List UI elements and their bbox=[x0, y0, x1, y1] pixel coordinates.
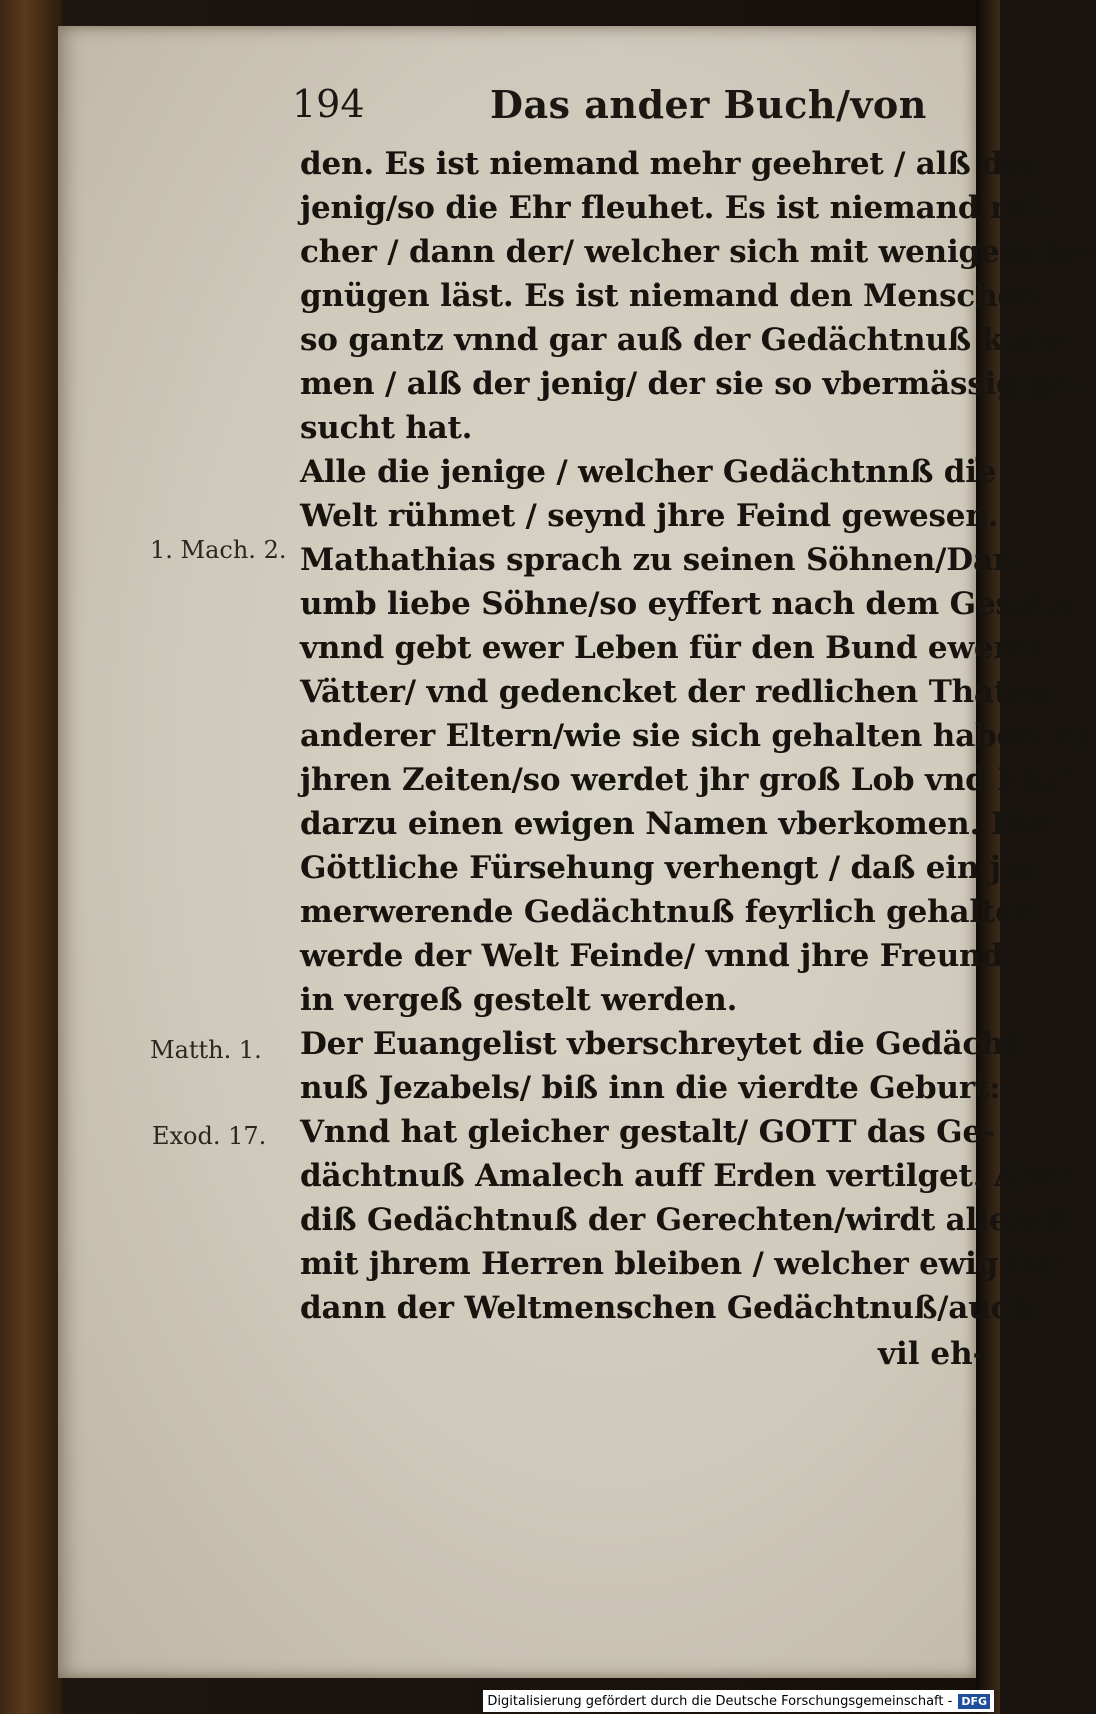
margin-note-exod: Exod. 17. bbox=[152, 1122, 267, 1150]
page-number: 194 bbox=[292, 82, 365, 126]
text-line: sucht hat. bbox=[300, 410, 473, 446]
text-line: den. Es ist niemand mehr geehret / alß der bbox=[300, 146, 1039, 182]
text-line: vnnd gebt ewer Leben für den Bund ewerer bbox=[300, 630, 1046, 666]
text-line: jenig/so die Ehr fleuhet. Es ist niemand rei- bbox=[300, 190, 1050, 226]
text-line: so gantz vnnd gar auß der Gedächtnuß kom- bbox=[300, 322, 1069, 358]
text-line: anderer Eltern/wie sie sich gehalten haben zu bbox=[300, 718, 1089, 754]
digitization-footer bbox=[483, 1690, 994, 1712]
margin-note-mach: 1. Mach. 2. bbox=[150, 536, 287, 564]
text-line: jhren Zeiten/so werdet jhr groß Lob vnd Ehr/ bbox=[300, 762, 1071, 798]
text-line: Vätter/ vnd gedencket der redlichen Thaten bbox=[300, 674, 1050, 710]
text-line: gnügen läst. Es ist niemand den Menschen bbox=[300, 278, 1040, 314]
running-head: Das ander Buch/von bbox=[490, 82, 927, 127]
text-line: cher / dann der/ welcher sich mit wenigem be- bbox=[300, 234, 1096, 270]
text-line: dächtnuß Amalech auff Erden vertilget. Aber bbox=[300, 1158, 1075, 1194]
text-line: Der Euangelist vberschreytet die Gedächt- bbox=[300, 1026, 1031, 1062]
text-line: Mathathias sprach zu seinen Söhnen/Dar- bbox=[300, 542, 1022, 578]
margin-note-matth: Matth. 1. bbox=[150, 1036, 262, 1064]
text-line: Göttliche Fürsehung verhengt / daß ein jm- bbox=[300, 850, 1047, 886]
text-line: Vnnd hat gleicher gestalt/ GOTT das Ge- bbox=[300, 1114, 995, 1150]
text-line: Welt rühmet / seynd jhre Feind gewesen. bbox=[300, 498, 999, 534]
catchword: vil eh- bbox=[878, 1336, 986, 1372]
text-line: Alle die jenige / welcher Gedächtnnß die bbox=[300, 454, 997, 490]
text-line: darzu einen ewigen Namen vberkomen. Die bbox=[300, 806, 1049, 842]
text-line: in vergeß gestelt werden. bbox=[300, 982, 738, 1018]
text-line: diß Gedächtnuß der Gerechten/wirdt allezeit bbox=[300, 1202, 1071, 1238]
text-line: merwerende Gedächtnuß feyrlich gehalten bbox=[300, 894, 1037, 930]
footer-credit: Digitalisierung gefördert durch die Deutsche Forschungsgemeinschaft - bbox=[487, 1693, 953, 1709]
page-header bbox=[230, 62, 930, 127]
text-line: nuß Jezabels/ biß inn die vierdte Geburt: bbox=[300, 1070, 1001, 1106]
text-line: umb liebe Söhne/so eyffert nach dem Gesatz/ bbox=[300, 586, 1076, 622]
book-spine bbox=[0, 0, 62, 1714]
dfg-logo: DFG bbox=[958, 1694, 990, 1709]
text-line: dann der Weltmenschen Gedächtnuß/auch bbox=[300, 1290, 1032, 1326]
text-line: werde der Welt Feinde/ vnnd jhre Freund bbox=[300, 938, 1003, 974]
text-line: men / alß der jenig/ der sie so vbermässig ge- bbox=[300, 366, 1082, 402]
text-line: mit jhrem Herren bleiben / welcher ewig ist/ bbox=[300, 1246, 1063, 1282]
